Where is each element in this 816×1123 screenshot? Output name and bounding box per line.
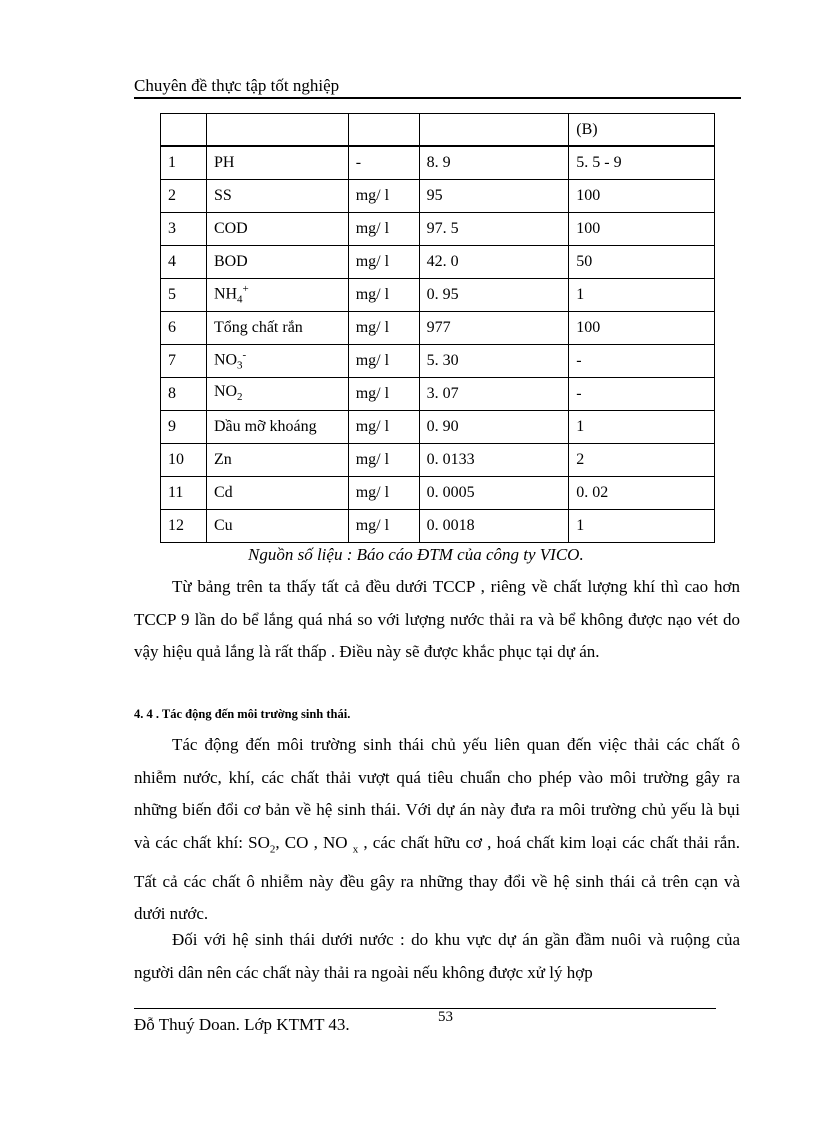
parameter-name: PH [213, 154, 235, 171]
standard-value-cell: - [569, 345, 715, 378]
paragraph-3 [134, 924, 740, 989]
standard-value-cell: 1 [569, 510, 715, 543]
row-number-cell: 8 [161, 378, 207, 411]
table-row [161, 411, 715, 444]
row-number-cell: 6 [161, 312, 207, 345]
page-header-title: Chuyên đề thực tập tốt nghiệp [134, 76, 340, 95]
parameter-cell [206, 411, 348, 444]
parameter-name: NO [213, 383, 238, 401]
footer-author: Đỗ Thuý Doan. Lớp KTMT 43. [134, 1015, 350, 1034]
table-header-cell [161, 114, 207, 147]
measured-value-cell: 0. 0018 [419, 510, 569, 543]
water-quality-table [160, 113, 715, 543]
standard-value-cell: 100 [569, 213, 715, 246]
unit-cell: - [348, 146, 419, 180]
table-row [161, 279, 715, 312]
parameter-cell [206, 213, 348, 246]
measured-value-cell: 42. 0 [419, 246, 569, 279]
paragraph-2-text [134, 729, 740, 931]
footer-divider [134, 1008, 716, 1009]
row-number-cell: 5 [161, 279, 207, 312]
parameter-name: NO [213, 351, 238, 369]
paragraph-2-part3: , các chất hữu cơ , hoá chất kim loại các chất thải rắn. Tất cả các chất ô nhiễm này đều gây ra những thay đổi về hệ sinh thái cả trên cạn và dưới nước. [134, 832, 740, 924]
paragraph-2 [134, 729, 740, 931]
row-number-cell: 1 [161, 146, 207, 180]
parameter-cell [206, 444, 348, 477]
row-number-cell: 10 [161, 444, 207, 477]
table-row [161, 477, 715, 510]
source-note: Nguồn số liệu : Báo cáo ĐTM của công ty VICO. [248, 545, 584, 564]
parameter-cell [206, 312, 348, 345]
table-row [161, 312, 715, 345]
parameter-name: Cu [213, 517, 233, 534]
unit-cell: mg/ l [348, 345, 419, 378]
parameter-subscript: 2 [237, 391, 243, 404]
table-row [161, 444, 715, 477]
parameter-cell [206, 279, 348, 312]
measured-value-cell: 8. 9 [419, 146, 569, 180]
row-number-cell: 11 [161, 477, 207, 510]
parameter-name: NH [213, 285, 238, 303]
row-number-cell: 4 [161, 246, 207, 279]
paragraph-3-text: Đối với hệ sinh thái dưới nước : do khu vực dự án gần đầm nuôi và ruộng của người dân nên các chất này thải ra ngoài nếu không được xử lý hợp [134, 930, 740, 982]
unit-cell: mg/ l [348, 411, 419, 444]
standard-value-cell: 1 [569, 411, 715, 444]
unit-cell: mg/ l [348, 246, 419, 279]
table-row [161, 378, 715, 411]
standard-value-cell: 50 [569, 246, 715, 279]
row-number-cell: 12 [161, 510, 207, 543]
paragraph-1 [134, 571, 740, 669]
standard-value-cell: 0. 02 [569, 477, 715, 510]
measured-value-cell: 0. 90 [419, 411, 569, 444]
parameter-cell [206, 477, 348, 510]
measured-value-cell: 95 [419, 180, 569, 213]
measured-value-cell: 0. 0133 [419, 444, 569, 477]
table-row [161, 345, 715, 378]
parameter-cell [206, 246, 348, 279]
parameter-cell [206, 378, 348, 411]
paragraph-2-part2: , CO , NO [275, 832, 353, 852]
parameter-name: Cd [213, 484, 233, 501]
unit-cell: mg/ l [348, 510, 419, 543]
header-divider [134, 97, 741, 99]
unit-cell: mg/ l [348, 378, 419, 411]
table-header-cell: (B) [569, 114, 715, 147]
parameter-subscript: 3 [237, 359, 243, 372]
parameter-name: BOD [213, 253, 248, 270]
table-header-row [161, 114, 715, 147]
table-row [161, 510, 715, 543]
unit-cell: mg/ l [348, 180, 419, 213]
parameter-superscript: + [242, 283, 249, 296]
measured-value-cell: 977 [419, 312, 569, 345]
parameter-cell [206, 146, 348, 180]
parameter-cell [206, 510, 348, 543]
standard-value-cell: 100 [569, 180, 715, 213]
table-row [161, 146, 715, 180]
parameter-cell [206, 180, 348, 213]
so2-subscript: 2 [269, 843, 276, 856]
standard-value-cell: 1 [569, 279, 715, 312]
row-number-cell: 9 [161, 411, 207, 444]
page-number: 53 [438, 1009, 453, 1025]
measured-value-cell: 3. 07 [419, 378, 569, 411]
measured-value-cell: 0. 95 [419, 279, 569, 312]
unit-cell: mg/ l [348, 477, 419, 510]
parameter-charge: - [242, 349, 247, 362]
standard-value-cell: - [569, 378, 715, 411]
parameter-name: Zn [213, 451, 232, 468]
parameter-cell [206, 345, 348, 378]
unit-cell: mg/ l [348, 444, 419, 477]
measured-value-cell: 0. 0005 [419, 477, 569, 510]
table-header-cell [348, 114, 419, 147]
table-header-cell [206, 114, 348, 147]
unit-cell: mg/ l [348, 279, 419, 312]
row-number-cell: 2 [161, 180, 207, 213]
measured-value-cell: 5. 30 [419, 345, 569, 378]
parameter-name: COD [213, 220, 248, 237]
parameter-subscript: 4 [237, 293, 243, 306]
section-heading: 4. 4 . Tác động đến môi trường sinh thái. [134, 707, 351, 721]
parameter-name: Tổng chất rắn [213, 319, 303, 336]
nox-subscript: x [352, 843, 359, 856]
table-row [161, 180, 715, 213]
unit-cell: mg/ l [348, 312, 419, 345]
table-header-cell [419, 114, 569, 147]
row-number-cell: 7 [161, 345, 207, 378]
measured-value-cell: 97. 5 [419, 213, 569, 246]
row-number-cell: 3 [161, 213, 207, 246]
standard-value-cell: 5. 5 - 9 [569, 146, 715, 180]
table-row [161, 246, 715, 279]
paragraph-2-part1: Tác động đến môi trường sinh thái chủ yếu liên quan đến việc thải các chất ô nhiễm nước, khí, các chất thải vượt quá tiêu chuẩn cho phép vào môi trường gây ra những biến đổi cơ bản về hệ sinh thái. Với dự án này đưa ra môi trường chủ yếu là bụi và các chất khí: SO [134, 735, 740, 852]
unit-cell: mg/ l [348, 213, 419, 246]
standard-value-cell: 2 [569, 444, 715, 477]
parameter-name: Dầu mỡ khoáng [213, 418, 317, 435]
standard-value-cell: 100 [569, 312, 715, 345]
parameter-name: SS [213, 187, 232, 204]
paragraph-1-text: Từ bảng trên ta thấy tất cả đều dưới TCCP , riêng về chất lượng khí thì cao hơn TCCP 9 lần do bể lắng quá nhá so với lượng nước thải ra và bể không được nạo vét do vậy hiệu quả lắng là rất thấp . Điều này sẽ được khắc phục tại dự án. [134, 577, 740, 662]
table-row [161, 213, 715, 246]
